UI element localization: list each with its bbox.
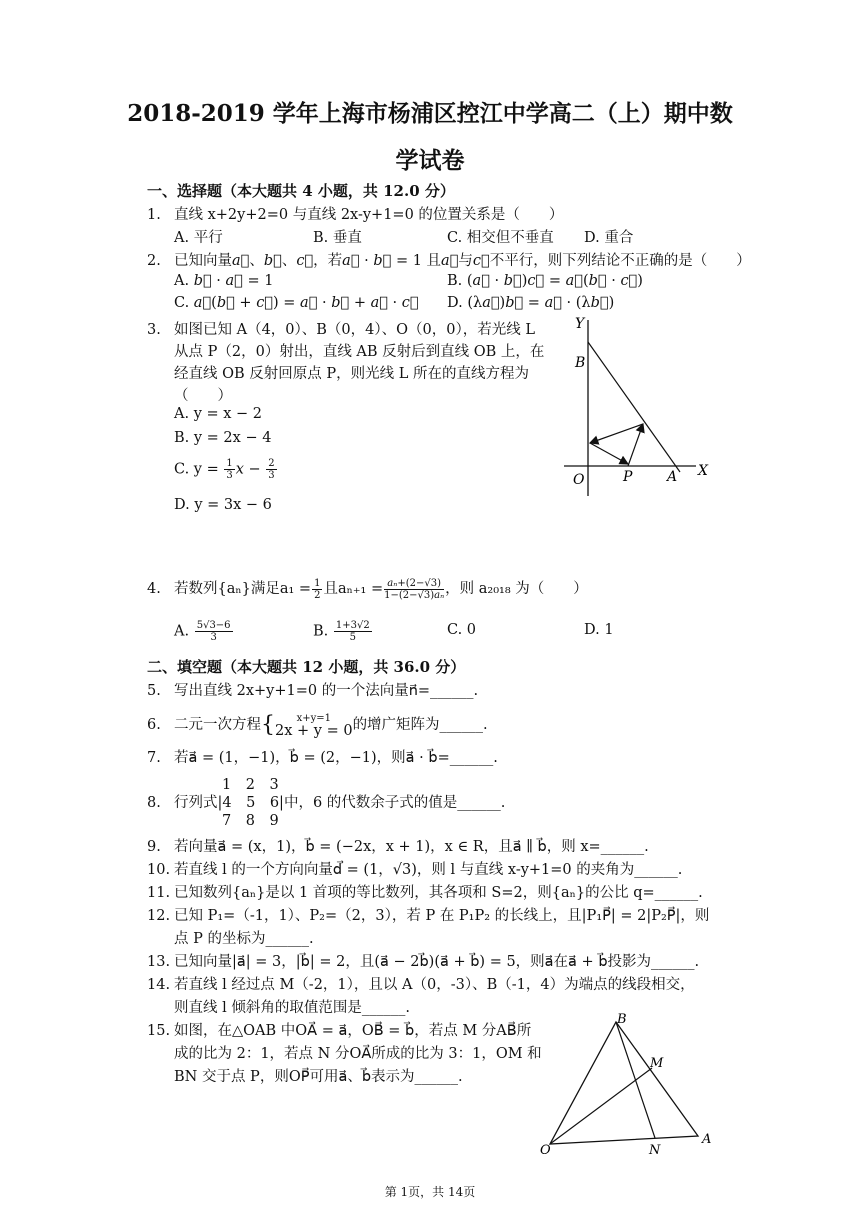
ray-ob-to-p	[590, 443, 628, 464]
q8-matrix-row1: 1 2 3	[222, 777, 279, 793]
label-a: A	[702, 1132, 712, 1147]
label-o: O	[540, 1143, 551, 1158]
question-14: 14. 若直线 l 经过点 M（-2，1），且以 A（0，-3）、B（-1，4）为端点的线段相交，	[147, 977, 695, 993]
ray-ab-to-ob	[590, 424, 643, 443]
question-number: 7.	[147, 750, 161, 766]
question-11: 11. 已知数列{aₙ}是以 1 首项的等比数列，其各项和 S=2，则{aₙ}的公比 q=______.	[147, 885, 703, 901]
q15-triangle-figure	[536, 1010, 726, 1160]
question-number: 12.	[147, 908, 171, 924]
q2-option-b: B. (a⃗ · b⃗)c⃗ = a⃗(b⃗ · c⃗)	[447, 273, 643, 289]
q3-text-line4: （ ）	[174, 388, 232, 404]
question-number: 13.	[147, 954, 171, 970]
label-b: B	[575, 355, 586, 371]
q3-coordinate-figure	[556, 312, 716, 502]
question-text: 直线 x+2y+2=0 与直线 2x-y+1=0 的位置关系是（ ）	[174, 207, 564, 223]
question-15: 15. 如图，在△OAB 中OA⃗ = a⃗，OB⃗ = b⃗，若点 M 分AB⃗所	[147, 1023, 532, 1039]
section-choice-heading: 一、选择题（本大题共 4 小题，共 12.0 分）	[147, 182, 455, 200]
label-y: Y	[575, 316, 585, 332]
section-fill-heading: 二、填空题（本大题共 12 小题，共 36.0 分）	[147, 658, 466, 676]
question-7: 7. 若a⃗ = (1，−1)，b⃗ = (2，−1)，则a⃗ · b⃗=______.	[147, 750, 498, 766]
label-m: M	[650, 1056, 664, 1071]
triangle-oab	[550, 1022, 698, 1144]
question-10: 10. 若直线 l 的一个方向向量d⃗ = (1，√3)，则 l 与直线 x-y+1=0 的夹角为______.	[147, 862, 683, 878]
q3-option-a: A. y = x − 2	[174, 406, 263, 422]
ray-p-to-ab	[628, 424, 643, 466]
question-number: 5.	[147, 683, 161, 699]
question-number: 14.	[147, 977, 171, 993]
question-3: 3. 如图已知 A（4，0）、B（0，4）、O（0，0），若光线 L	[147, 322, 535, 338]
q3-text-line3: 经直线 OB 反射回原点 P，则光线 L 所在的直线方程为	[174, 366, 529, 382]
q3-option-b: B. y = 2x − 4	[174, 430, 272, 446]
question-13: 13. 已知向量|a⃗| = 3，|b⃗| = 2，且(a⃗ − 2b⃗)(a⃗ + b⃗) = 5，则a⃗在a⃗ + b⃗投影为______.	[147, 954, 700, 970]
question-number: 4.	[147, 581, 161, 597]
q1-option-c: C. 相交但不垂直	[447, 230, 554, 246]
label-b: B	[617, 1012, 627, 1027]
q4-option-c: C. 0	[447, 622, 477, 638]
question-4: 4. 若数列{aₙ}满足a₁ = $\frac{1}{2}$ 且aₙ₊₁ = $\frac{\text{aₙ+(2−√3)}}{\text{1−(2−√3)aₙ}}$ ，则 a₂₀₁₈ 为（ ）	[147, 577, 588, 601]
q2-option-a: A. b⃗ · a⃗ = 1	[174, 273, 274, 289]
question-number: 15.	[147, 1023, 171, 1039]
q12-text-line2: 点 P 的坐标为______.	[174, 931, 314, 947]
label-p: P	[623, 469, 633, 485]
q15-text-line2: 成的比为 2：1，若点 N 分OA⃗所成的比为 3：1，OM 和	[174, 1046, 542, 1062]
label-a: A	[667, 469, 678, 485]
question-number: 8.	[147, 795, 161, 811]
q1-option-a: A. 平行	[174, 230, 223, 246]
question-number: 9.	[147, 839, 161, 855]
q3-option-d: D. y = 3x − 6	[174, 497, 272, 513]
label-o: O	[573, 472, 585, 488]
question-number: 3.	[147, 322, 161, 338]
q8-matrix-row3: 7 8 9	[222, 813, 279, 829]
line-ab	[588, 342, 680, 472]
q4-option-a: A. $\frac{5√3-6}{3}$	[174, 620, 231, 643]
page-footer: 第 1页，共 14页	[384, 1185, 476, 1199]
segment-om	[550, 1068, 652, 1144]
q3-text-line2: 从点 P（2，0）射出，直线 AB 反射后到直线 OB 上，在	[174, 344, 545, 360]
segment-bn	[616, 1022, 655, 1138]
exam-title-line2: 学试卷	[395, 147, 465, 174]
question-number: 2.	[147, 253, 161, 269]
q14-text-line2: 则直线 l 倾斜角的取值范围是______.	[174, 1000, 410, 1016]
q1-option-d: D. 重合	[584, 230, 634, 246]
question-number: 6.	[147, 717, 161, 733]
question-1	[147, 203, 563, 224]
question-number: 11.	[147, 885, 171, 901]
question-8: 8. 行列式|4 5 6|中，6 的代数余子式的值是______.	[147, 795, 506, 811]
q1-option-b: B. 垂直	[313, 230, 362, 246]
question-number: 1.	[147, 207, 161, 223]
question-2: 2. 已知向量a⃗、b⃗、c⃗，若a⃗ · b⃗ = 1 且a⃗与c⃗不平行，则下列结论不正确的是（ ）	[147, 253, 751, 269]
question-5: 5. 写出直线 2x+y+1=0 的一个法向量n⃗=______.	[147, 683, 479, 699]
label-x: X	[698, 463, 708, 479]
equation-2: 2x + y = 0	[275, 723, 353, 739]
q3-option-c: C. y = $\frac{1}{3}$ x − $\frac{2}{3}$	[174, 458, 275, 481]
q15-text-line3: BN 交于点 P，则OP⃗可用a⃗、b⃗表示为______.	[174, 1069, 463, 1085]
label-n: N	[649, 1143, 661, 1158]
q4-option-d: D. 1	[584, 622, 614, 638]
exam-title-line1: 2018-2019 学年上海市杨浦区控江中学高二（上）期中数	[127, 100, 733, 127]
question-number: 10.	[147, 862, 171, 878]
q4-option-b: B. $\frac{1+3√2}{5}$	[313, 620, 370, 643]
q2-option-d: D. (λa⃗)b⃗ = a⃗ · (λb⃗)	[447, 295, 615, 311]
question-6: 6. 二元一次方程{ x+y=1 2x + y = 0 的增广矩阵为______.	[147, 712, 488, 739]
q2-option-c: C. a⃗(b⃗ + c⃗) = a⃗ · b⃗ + a⃗ · c⃗	[174, 295, 419, 311]
question-9: 9. 若向量a⃗ = (x，1)，b⃗ = (−2x，x + 1)，x ∈ R，且a⃗ ∥ b⃗，则 x=______.	[147, 839, 649, 855]
question-12: 12. 已知 P₁=（-1，1）、P₂=（2，3），若 P 在 P₁P₂ 的长线上，且|P₁P⃗| = 2|P₂P⃗|，则	[147, 908, 710, 924]
equation-1: x+y=1	[296, 713, 331, 724]
